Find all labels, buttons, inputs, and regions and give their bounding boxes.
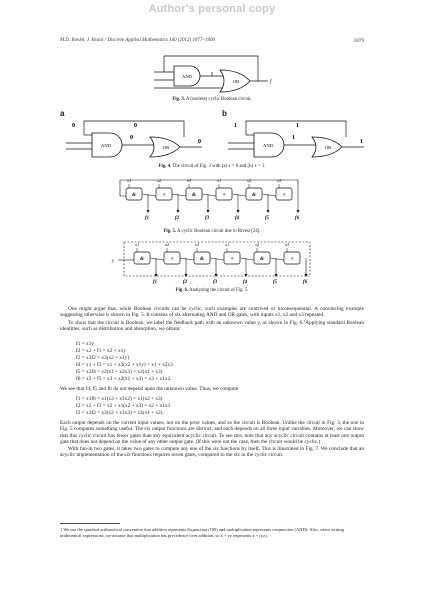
output-label: f4 — [235, 216, 239, 221]
equation: f3 = x3f2 = x3(x2 + x1y) — [76, 355, 130, 362]
paragraph-2: To show that the circuit is Boolean, we label the feedback path with an unknown value y, as shown in Fig. 6.¹Applying standard Boolean identities, such as distribution and absorption, we obtain: — [60, 319, 364, 333]
equation: f3 = x3f2 = x3(x2 + x1x3) = x3(x1 + x2). — [76, 410, 164, 417]
fig4a-and-label: AND — [101, 143, 111, 148]
output-arrow — [275, 274, 278, 277]
body-section-2 — [60, 386, 364, 392]
fig3-or-label: OR — [232, 79, 240, 84]
fig4b-and-label: AND — [263, 143, 273, 148]
output-arrow — [215, 274, 218, 277]
gate-label: & — [252, 192, 256, 198]
fig4b-value-mid: 1 — [292, 135, 295, 141]
equation: f5 = x2f4 = x2(x1 + x2x3) = x2(x1 + x3) — [76, 369, 163, 376]
paragraph-3: We see that f4, f5 and f6 do not depend upon the unknown value. Thus, we compute — [60, 386, 239, 392]
input-label: x2 — [165, 242, 170, 247]
fig4b-value-in: 1 — [234, 123, 237, 129]
fig4-caption — [60, 164, 364, 169]
equation: f4 = x1 + f3 = x1 + x3(x2 + x1y) = x1 + x2x3 — [76, 362, 173, 369]
body-section-3 — [60, 420, 364, 458]
gate-label: & — [200, 256, 204, 262]
fig4-caption-text: The circuit of Fig. 3 with (a) x = 0 and (b) x = 1. — [172, 164, 266, 169]
gate-label: & — [140, 256, 144, 262]
gate-label: & — [132, 192, 136, 198]
input-label: x2 — [247, 178, 252, 183]
fig4b-value-out: 1 — [360, 139, 363, 145]
equation: f2 = x2 + f1 = x2 + x1(x2 + x3) = x2 + x1x3 — [76, 403, 171, 410]
output-label: f1 — [145, 216, 149, 221]
chain-wire — [262, 194, 276, 196]
input-label: x3 — [277, 178, 282, 183]
output-label: f1 — [153, 280, 157, 285]
output-arrow — [177, 210, 180, 213]
equation-block-2 — [76, 396, 170, 417]
fig4-label-a: a — [60, 109, 65, 118]
fig4b-value-top: 1 — [296, 123, 299, 129]
input-label: x3 — [187, 178, 192, 183]
gate-label: + — [282, 192, 286, 198]
gate-label: + — [222, 192, 226, 198]
output-label: f3 — [213, 280, 217, 285]
output-arrow — [267, 210, 270, 213]
output-arrow — [155, 274, 158, 277]
footnote: 1 We use the standard arithmetical convention that addition represents disjunction (OR) and multiplication represents conjunction (AND). Also, when writing arithmetical expressions, we assume that multiplication has precedence over addition, so x + yz represents x + (yz). — [60, 527, 344, 538]
fig4b-diagram — [224, 113, 372, 161]
fig6-caption-text: Analyzing the circuit of Fig. 5. — [189, 288, 249, 293]
fig4a-diagram — [62, 113, 210, 161]
output-arrow — [207, 210, 210, 213]
output-label: f2 — [183, 280, 187, 285]
input-label: x1 — [135, 242, 140, 247]
gate-label: & — [192, 192, 196, 198]
fig3-diagram — [150, 50, 280, 96]
paragraph-4: Each output depends on the current input values, not on the prior values, and so the circuit is Boolean. Unlike the circuit in Fig. 3, the one in Fig. 5 computes something useful. The six output functions are distinct, and each depends on all three input variables. Moreover, we can show that this cyclic circuit has fewer gates than any equivalent acyclic circuit. To see this, note that any acyclic circuit contains at least one output gate that does not depend on the value of any other output gate. (If this were not the case, then the circuit would be cyclic.) — [60, 420, 364, 446]
fig3-caption — [60, 97, 364, 102]
fig3-caption-text: A (useless) cyclic Boolean circuit. — [185, 97, 252, 102]
fig6-caption — [60, 288, 364, 293]
fig4-caption-label: Fig. 4. — [158, 164, 172, 169]
output-label: f5 — [265, 216, 269, 221]
chain-wire — [172, 194, 186, 196]
output-label: f6 — [295, 216, 299, 221]
equation: f6 = x3 + f5 = x3 + x2(x1 + x3) = x3 + x1x2. — [76, 376, 172, 383]
fig3-output-label: f — [270, 80, 272, 85]
footnote-rule — [60, 523, 120, 524]
body-section-1 — [60, 306, 364, 333]
output-arrow — [305, 274, 308, 277]
gate-label: + — [230, 256, 234, 262]
chain-wire — [210, 258, 224, 260]
paragraph-1: One might argue that, while Boolean circuits can be cyclic, such examples are contrived or inconsequential. A convincing example suggesting otherwise is shown in Fig. 5. It consists of six alternating AND and OR gates, with inputs x1, x2 and x3 repeated. — [60, 306, 364, 319]
page-number: 1879 — [353, 38, 364, 44]
chain-wire — [240, 258, 254, 260]
gate-label: + — [170, 256, 174, 262]
fig3-caption-label: Fig. 3. — [172, 97, 186, 102]
fig4a-value-out: 0 — [198, 139, 201, 145]
fig5-g-feedback-wire — [120, 180, 298, 196]
equation: f2 = x2 + f1 = x2 + x1y — [76, 348, 126, 355]
fig5-caption — [60, 229, 364, 234]
equation: f1 = x1y — [76, 341, 94, 347]
input-label: x3 — [285, 242, 290, 247]
gate-label: + — [290, 256, 294, 262]
output-arrow — [185, 274, 188, 277]
input-label: x1 — [217, 178, 222, 183]
output-label: f6 — [303, 280, 307, 285]
watermark: Author's personal copy — [148, 3, 276, 15]
gate-label: & — [260, 256, 264, 262]
input-label: x1 — [127, 178, 132, 183]
input-label: x2 — [255, 242, 260, 247]
fig4b-or-label: OR — [324, 145, 332, 150]
chain-wire — [150, 258, 164, 260]
output-arrow — [297, 210, 300, 213]
chain-wire — [142, 194, 156, 196]
fig4a-or-label: OR — [162, 145, 170, 150]
fig6-feedback-label: y — [112, 259, 115, 264]
chain-wire — [270, 258, 284, 260]
chain-wire — [232, 194, 246, 196]
output-arrow — [237, 210, 240, 213]
output-label: f5 — [273, 280, 277, 285]
fig3-and-label: AND — [182, 74, 192, 79]
output-label: f3 — [205, 216, 209, 221]
input-label: x1 — [225, 242, 230, 247]
gate-label: + — [162, 192, 166, 198]
chain-wire — [202, 194, 216, 196]
equation-block-1 — [76, 341, 173, 384]
fig4a-value-top: 0 — [134, 123, 137, 129]
input-label: x2 — [157, 178, 162, 183]
fig5-diagram — [114, 176, 314, 226]
output-label: f2 — [175, 216, 179, 221]
output-arrow — [245, 274, 248, 277]
paragraph-5: With fan-in two gates, it takes two gates to compute any one of the six functions by itself. This is illustrated in Fig. 7. We conclude that an acyclic implementation of the six functions requires seven gates, compared to the six in the cyclic circuit. — [60, 445, 364, 459]
fig5-caption-text: A cyclic Boolean circuit due to Rivest [24]. — [177, 229, 261, 234]
output-arrow — [147, 210, 150, 213]
fig6-caption-label: Fig. 6. — [175, 288, 189, 293]
equation: f1 = x1f6 = x1(x3 + x1x2) = x1(x2 + x3) — [76, 396, 163, 402]
input-label: x3 — [195, 242, 200, 247]
fig4a-value-mid: 0 — [130, 135, 133, 141]
fig4-label-b: b — [222, 109, 227, 118]
fig5-caption-label: Fig. 5. — [163, 229, 177, 234]
fig6-diagram — [106, 240, 322, 286]
fig4a-value-in: 0 — [72, 123, 75, 129]
output-label: f4 — [243, 280, 247, 285]
chain-wire — [180, 258, 194, 260]
running-head: M.D. Riedel, J. Bruck / Discrete Applied Mathematics 160 (2012) 1877–1900 — [60, 38, 215, 43]
